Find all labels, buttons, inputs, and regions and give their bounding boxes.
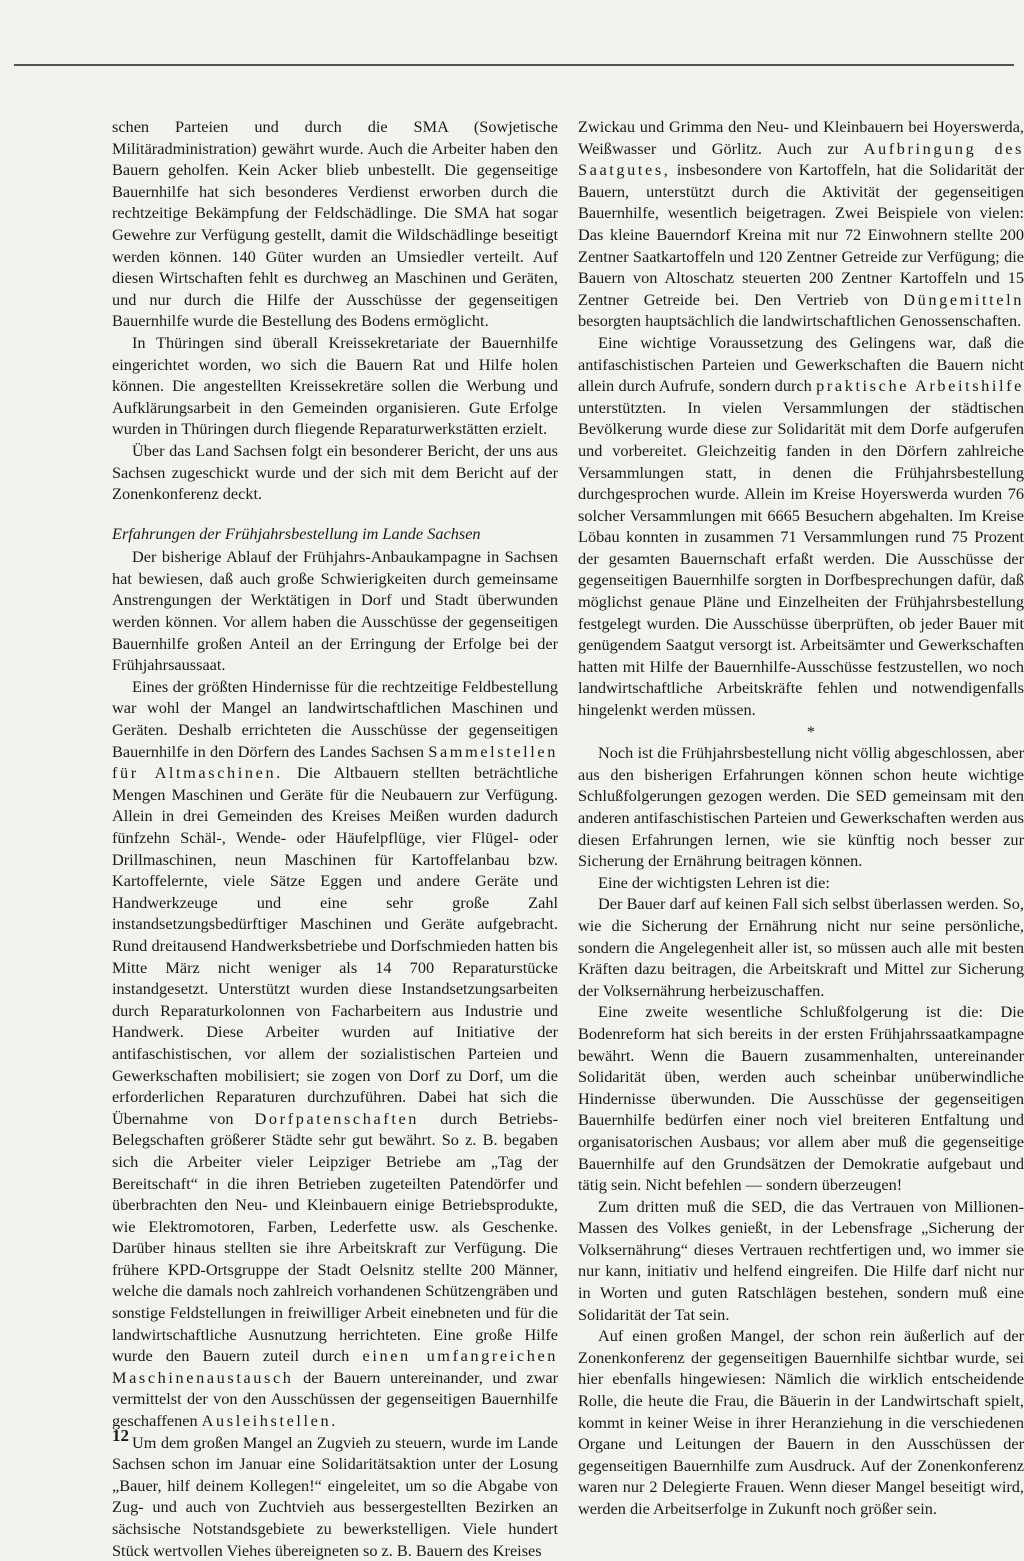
paragraph: Auf einen großen Mangel, der schon rein äußerlich auf der Zonenkonferenz der gegenseitigen Bauernhilfe sichtbar wurde, sei hier ebenfalls hingewiesen: Nämlich die wirklich entscheidende Rolle, die heute die Frau, die Bäuerin in der Landwirtschaft spielt, kommt in keiner Weise in ihrer Heranziehung in die verschiedenen Organe und Leitungen der Bauern in den Ausschüssen der gegenseitigen Bauernhilfe zum Ausdruck. Auf der Zonenkonferenz waren nur 2 Delegierte Frauen. Wenn dieser Mangel beseitigt wird, werden die Arbeitserfolge in Zukunft noch größer sein.	[578, 1326, 1024, 1518]
emphasis-spaced: praktische Arbeitshilfe	[816, 376, 1024, 396]
paragraph: Der Bauer darf auf keinen Fall sich selbst überlassen werden. So, wie die Sicherung der Ernährung nicht nur seine persönliche, sondern die Angelegenheit aller ist, so müssen auch alle mit besten Kräften dazu beitragen, die Arbeitskraft und Mittel zur Sicherung der Volksernährung herbeizuschaffen.	[578, 894, 1024, 1000]
emphasis-spaced: Ausleihstellen.	[201, 1411, 338, 1431]
paragraph: In Thüringen sind überall Kreissekretariate der Bauernhilfe eingerichtet worden, wo sich die Bauern Rat und Hilfe holen können. Die angestellten Kreissekretäre sollen die Werbung und Aufklärungsarbeit in den Gemeinden organisieren. Gute Erfolge wurden in Thüringen durch fliegende Reparaturwerkstätten erzielt.	[112, 332, 558, 439]
text-run: besorgten hauptsächlich die landwirtschaftlichen Genossenschaften.	[578, 311, 1022, 331]
paragraph	[112, 676, 558, 1432]
paragraph	[578, 116, 1024, 332]
section-heading: Erfahrungen der Frühjahrsbestellung im Lande Sachsen	[112, 523, 481, 543]
paragraph: Der bisherige Ablauf der Frühjahrs-Anbaukampagne in Sachsen hat bewiesen, daß auch große Schwierigkeiten durch gemeinsame Anstrengungen der Werktätigen in Dorf und Stadt überwunden werden können. Vor allem haben die Ausschüsse der gegenseitigen Bauernhilfe großen Anteil an der Erringung der Erfolge bei der Frühjahrsaussaat.	[112, 547, 558, 675]
paragraph: Um dem großen Mangel an Zugvieh zu steuern, wurde im Lande Sachsen schon im Januar eine Solidaritätsaktion unter der Losung „Bauer, hilf deinem Kollegen!“ eingeleitet, um so die Abgabe von Zug- und auch von Zuchtvieh aus bessergestellten Bezirken an sächsische Notstandsgebiete zu bewerkstelligen. Viele hundert Stück wertvollen Viehes übereigneten so z. B. Bauern des Kreises	[112, 1432, 558, 1560]
text-run: Die Altbauern stellten beträchtliche Mengen Maschinen und Geräte für die Neubauern zur Verfügung. Allein in drei Gemeinden des Kreises Meißen wurden dadurch fünfzehn Schäl-, Wende- oder Häufelpflüge, vier Flügel- oder Drillmaschinen, neun Maschinen für Kartoffelanbau bzw. Kartoffelernte, viele Sätze Eggen und andere Geräte und Handwerkzeuge und eine sehr große Zahl instandsetzungsbedürftiger Maschinen und Geräte aufgebracht. Rund dreitausend Handwerksbetriebe und Dorfschmieden hatten bis Mitte März nicht weniger als 14 700 Reparaturstücke instandgesetzt. Unterstützt wurden diese Instandsetzungsarbeiten durch Reparaturkolonnen von Facharbeitern aus Industrie und Handwerk. Diese Arbeiter wurden auf Initiative der antifaschistischen, vor allem der sozialistischen Parteien und Gewerkschaften mobilisiert; sie zogen von Dorf zu Dorf, um die erforderlichen Reparaturen durchzuführen. Dabei hat sich die Übernahme von	[112, 763, 558, 1128]
paragraph: schen Parteien und durch die SMA (Sowjetische Militäradministration) gewährt wurde. Auch die Arbeiter haben den Bauern geholfen. Kein Acker blieb unbestellt. Die gegenseitige Bauernhilfe hat sich besonderes Verdienst erworben durch die rechtzeitige Bekämpfung der Feldschädlinge. Die SMA hat sogar Gewehre zur Verfügung gestellt, damit die Wildschädlinge beseitigt werden können. 140 Güter wurden an Umsiedler verteilt. Auf diesen Wirtschaften fehlt es durchweg an Maschinen und Geräten, und nur durch die Hilfe der Ausschüsse der gegenseitigen Bauernhilfe wurde die Bestellung des Bodens ermöglicht.	[112, 117, 558, 331]
section-divider: *	[806, 721, 816, 741]
emphasis-spaced: Düngemitteln	[903, 289, 1024, 309]
right-column	[578, 116, 1024, 1518]
paragraph	[578, 332, 1024, 721]
text-run: Eine wichtige Voraussetzung des Gelingens war, daß die antifaschistischen Parteien und Gewerkschaften die Bauern nicht allein durch Aufrufe, sondern durch	[578, 332, 1024, 396]
text-run: unterstützten. In vielen Versammlungen der städtischen Bevölkerung wurde diese zur Solidarität mit dem Dorfe aufgerufen und vorbereitet. Gleichzeitig fanden in den Dörfern zahlreiche Versammlungen statt, in denen die Frühjahrsbestellung durchgesprochen wurde. Allein im Kreise Hoyerswerda wurden 76 solcher Versammlungen mit 6665 Besuchern abgehalten. Im Kreise Löbau konnten in zusammen 71 Versammlungen rund 75 Prozent der gesamten Bauernschaft erfaßt werden. Die Ausschüsse der gegenseitigen Bauernhilfe sorgten in Dorfbesprechungen dafür, daß möglichst genaue Pläne und Einzelheiten der Frühjahrsbestellung festgelegt wurden. Die Ausschüsse überprüften, ob jeder Bauer mit genügendem Saatgut versorgt ist. Arbeitsämter und Gewerkschaften hatten mit Hilfe der Bauernhilfe-Ausschüsse festzustellen, wo noch landwirtschaftliche Arbeitskräfte fehlen und notwendigenfalls hingelenkt werden müssen.	[578, 397, 1024, 720]
paragraph: Eine der wichtigsten Lehren ist die:	[598, 872, 830, 892]
text-run: Eines der größten Hindernisse für die rechtzeitige Feldbestellung war wohl der Mangel an landwirtschaftlichen Maschinen und Geräten. Deshalb errichteten die Ausschüsse der gegenseitigen Bauernhilfe in den Dörfern des Landes Sachsen	[112, 676, 558, 761]
emphasis-spaced: Sammelstellen für Altmaschinen.	[112, 741, 558, 783]
page-number: 12	[112, 1426, 129, 1445]
text-run: insbesondere von Kartoffeln, hat die Solidarität der Bauern, unterstützt durch die Aktivität der gegenseitigen Bauernhilfe, wesentlich beigetragen. Zwei Beispiele von vielen: Das kleine Bauerndorf Kreina mit nur 72 Einwohnern stellte 200 Zentner Saatkartoffeln und 120 Zentner Getreide zur Verfügung; die Bauern von Altoschatz steuerten 200 Zentner Kartoffeln und 15 Zentner Getreide bei. Den Vertrieb von	[578, 160, 1024, 309]
text-run: durch Betriebs-Belegschaften größerer Städte sehr gut bewährt. So z. B. begaben sich die Arbeiter vieler Leipziger Betriebe am „Tag der Bereitschaft“ in die ihren Betrieben zugeteilten Patendörfer und überbrachten den Neu- und Kleinbauern einige Betriebsprodukte, wie Elektromotoren, Farben, Lederfette usw. als Geschenke. Darüber hinaus stellten sie ihre Arbeitskraft zur Verfügung. Die frühere KPD-Ortsgruppe der Stadt Oelsnitz stellte 200 Männer, welche die damals noch zahlreich vorhandenen Schützengräben und sonstige Feldstellungen in freiwilliger Arbeit einebneten und für die landwirtschaftliche Ausnutzung herrichteten. Eine große Hilfe wurde den Bauern zuteil durch	[112, 1108, 558, 1366]
paragraph: Zum dritten muß die SED, die das Vertrauen von Millionen-Massen des Volkes genießt, in der Lebensfrage „Sicherung der Volksernährung“ dieses Vertrauen rechtfertigen und, wo immer sie nur kann, initiativ und helfend eingreifen. Die Hilfe darf nicht nur in Worten und guten Ratschlägen bestehen, sondern muß eine Solidarität der Tat sein.	[578, 1196, 1024, 1324]
paragraph: Noch ist die Frühjahrsbestellung nicht völlig abgeschlossen, aber aus den bisherigen Erfahrungen können schon heute wichtige Schlußfolgerungen gezogen werden. Die SED gemeinsam mit den anderen antifaschistischen Parteien und Gewerkschaften werden aus diesen Erfahrungen lernen, wie sie künftig noch besser zur Sicherung der Ernährung beitragen können.	[578, 743, 1024, 871]
paragraph: Eine zweite wesentliche Schlußfolgerung ist die: Die Bodenreform hat sich bereits in der ersten Frühjahrssaatkampagne bewährt. Wenn die Bauern zusammenhalten, untereinander Solidarität üben, werden auch scheinbar unüberwindliche Hindernisse überwunden. Die Ausschüsse der gegenseitigen Bauernhilfe bedürfen einer noch viel breiteren Entfaltung und organisatorischen Ausbaus; vor allem aber muß die gegenseitige Bauernhilfe auf den Grundsätzen der Demokratie aufgebaut und tätig sein. Nicht befehlen — sondern überzeugen!	[578, 1002, 1024, 1195]
text-run: der Bauern untereinander, und zwar vermittelst der von den Ausschüssen der gegenseitigen Bauernhilfe geschaffenen	[112, 1367, 558, 1431]
emphasis-spaced: einen umfangreichen Maschinenaustausch	[112, 1346, 559, 1387]
top-rule	[14, 64, 1014, 66]
left-column	[112, 116, 559, 1560]
emphasis-spaced: Aufbringung des Saatgutes,	[578, 138, 1024, 180]
emphasis-spaced: Dorfpatenschaften	[254, 1108, 420, 1128]
text-run: Zwickau und Grimma den Neu- und Kleinbauern bei Hoyerswerda, Weißwasser und Görlitz. Auch zur	[578, 117, 1024, 158]
paragraph: Über das Land Sachsen folgt ein besonderer Bericht, der uns aus Sachsen zugeschickt wurde und der sich mit dem Bericht auf der Zonenkonferenz deckt.	[112, 440, 558, 504]
